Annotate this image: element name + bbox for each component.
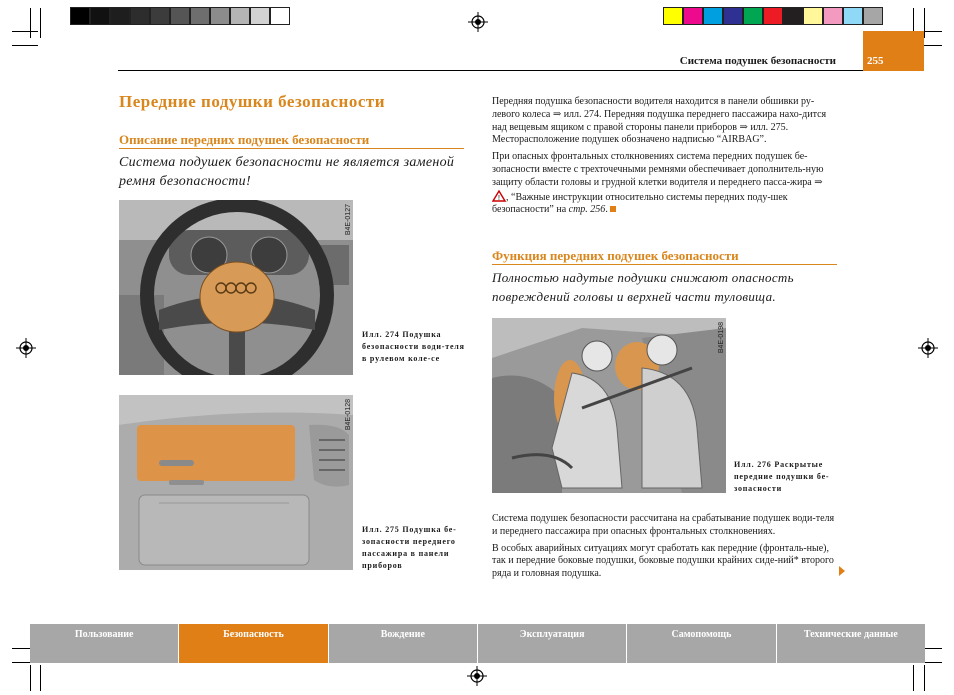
color-swatch xyxy=(663,7,683,25)
color-swatch xyxy=(90,7,110,25)
figure-caption: Илл. 276 Раскрытые передние подушки бе-зопасности xyxy=(734,460,830,493)
crop-mark xyxy=(913,665,914,691)
page-reference-link[interactable]: стр. 256 xyxy=(568,204,606,216)
figure-steering-wheel xyxy=(119,200,353,375)
color-swatch xyxy=(783,7,803,25)
color-swatch xyxy=(683,7,703,25)
paragraph: Система подушек безопасности рассчитана на срабатывание подушек води-теля и переднего пассажира при опасных фронтальных столкновениях. xyxy=(492,513,835,537)
nav-tab[interactable]: Безопасность xyxy=(179,624,328,663)
color-swatch xyxy=(270,7,290,25)
color-swatch xyxy=(863,7,883,25)
figure-caption: Илл. 275 Подушка бе-зопасности переднего пассажира в панели приборов xyxy=(362,525,457,570)
paragraph xyxy=(492,151,837,217)
crop-mark xyxy=(12,31,38,32)
color-swatch xyxy=(703,7,723,25)
crop-mark xyxy=(924,8,925,38)
figure-caption: Илл. 274 Подушка безопасности води-теля в рулевом коле-се xyxy=(362,330,465,363)
color-swatch xyxy=(210,7,230,25)
paragraph: В особых аварийных ситуациях могут сработать как передние (фронталь-ные), так и передние боковые подушки, боковые подушки крайних сиде-ний* второго ряда и головная подушка. xyxy=(492,542,834,580)
running-header: Система подушек безопасности xyxy=(679,55,836,67)
steering-wheel-illustration xyxy=(119,200,353,375)
crop-mark xyxy=(924,665,925,691)
body-text-block xyxy=(492,96,837,221)
color-swatch xyxy=(250,7,270,25)
nav-tab[interactable]: Вождение xyxy=(329,624,478,663)
section-heading: Описание передних подушек безопасности xyxy=(119,132,370,147)
paragraph-text: , “Важные инструкции относительно системы передних поду-шек безопасности” на xyxy=(492,191,788,216)
chapter-nav xyxy=(30,624,925,663)
registration-mark-icon xyxy=(16,338,36,358)
color-swatch xyxy=(743,7,763,25)
paragraph: Передняя подушка безопасности водителя находится в панели обшивки ру-левого колеса ⇒ илл. 274. Передняя подушка переднего пассажира нахо-дится над вещевым ящиком с правой стороны панели приборов ⇒ илл. 275. Месторасположение подушек обозначено надписью “AIRBAG”. xyxy=(492,96,827,146)
figure-deployed-airbags xyxy=(492,318,726,493)
color-swatch xyxy=(190,7,210,25)
crop-mark xyxy=(40,665,41,691)
registration-mark-icon xyxy=(918,338,938,358)
color-swatch xyxy=(843,7,863,25)
figure-code: B4E-0198 xyxy=(718,322,725,354)
color-swatch xyxy=(803,7,823,25)
color-swatch xyxy=(230,7,250,25)
registration-mark-icon xyxy=(468,12,488,32)
color-swatch xyxy=(823,7,843,25)
registration-mark-icon xyxy=(467,666,487,686)
lead-text: Полностью надутые подушки снижают опасность повреждений головы и верхней части туловища. xyxy=(492,270,794,304)
crop-mark xyxy=(30,665,31,691)
deployed-airbags-illustration xyxy=(492,318,726,493)
crop-mark xyxy=(40,8,41,38)
end-of-section-icon xyxy=(610,206,616,212)
continue-arrow-icon xyxy=(839,566,845,576)
nav-tab[interactable]: Технические данные xyxy=(777,624,925,663)
warning-triangle-icon xyxy=(492,190,506,202)
nav-tab[interactable]: Самопомощь xyxy=(627,624,776,663)
figure-code: B4E-0128 xyxy=(345,399,352,431)
header-rule xyxy=(118,70,863,71)
paragraph-text: . xyxy=(605,204,608,216)
color-swatch xyxy=(70,7,90,25)
heading-rule xyxy=(492,264,837,265)
lead-text: Система подушек безопасности не является заменой ремня безопасности! xyxy=(119,155,455,189)
figure-code: B4E-0127 xyxy=(345,204,352,236)
color-swatch xyxy=(170,7,190,25)
color-swatch xyxy=(723,7,743,25)
color-swatch xyxy=(130,7,150,25)
color-swatch xyxy=(150,7,170,25)
crop-mark xyxy=(30,8,31,38)
section-heading: Функция передних подушек безопасности xyxy=(492,248,739,263)
svg-text:!: ! xyxy=(498,194,500,202)
page-number: 255 xyxy=(863,31,924,71)
heading-rule xyxy=(119,148,464,149)
process-color-bar xyxy=(663,7,883,25)
nav-tab[interactable]: Пользование xyxy=(30,624,179,663)
dashboard-illustration xyxy=(119,395,353,570)
gray-color-bar xyxy=(70,7,290,25)
nav-tab[interactable]: Эксплуатация xyxy=(478,624,627,663)
page-title: Передние подушки безопасности xyxy=(119,92,386,111)
body-text-block xyxy=(492,513,837,585)
figure-passenger-airbag xyxy=(119,395,353,570)
color-swatch xyxy=(110,7,130,25)
color-swatch xyxy=(763,7,783,25)
crop-mark xyxy=(12,45,38,46)
paragraph-text: При опасных фронтальных столкновениях система передних подушек бе-зопасности вместе с трехточечными ремнями обеспечивает дополнитель-ную защиту области головы и грудной клетки водителя и переднего пасса-жира ⇒ xyxy=(492,151,824,188)
